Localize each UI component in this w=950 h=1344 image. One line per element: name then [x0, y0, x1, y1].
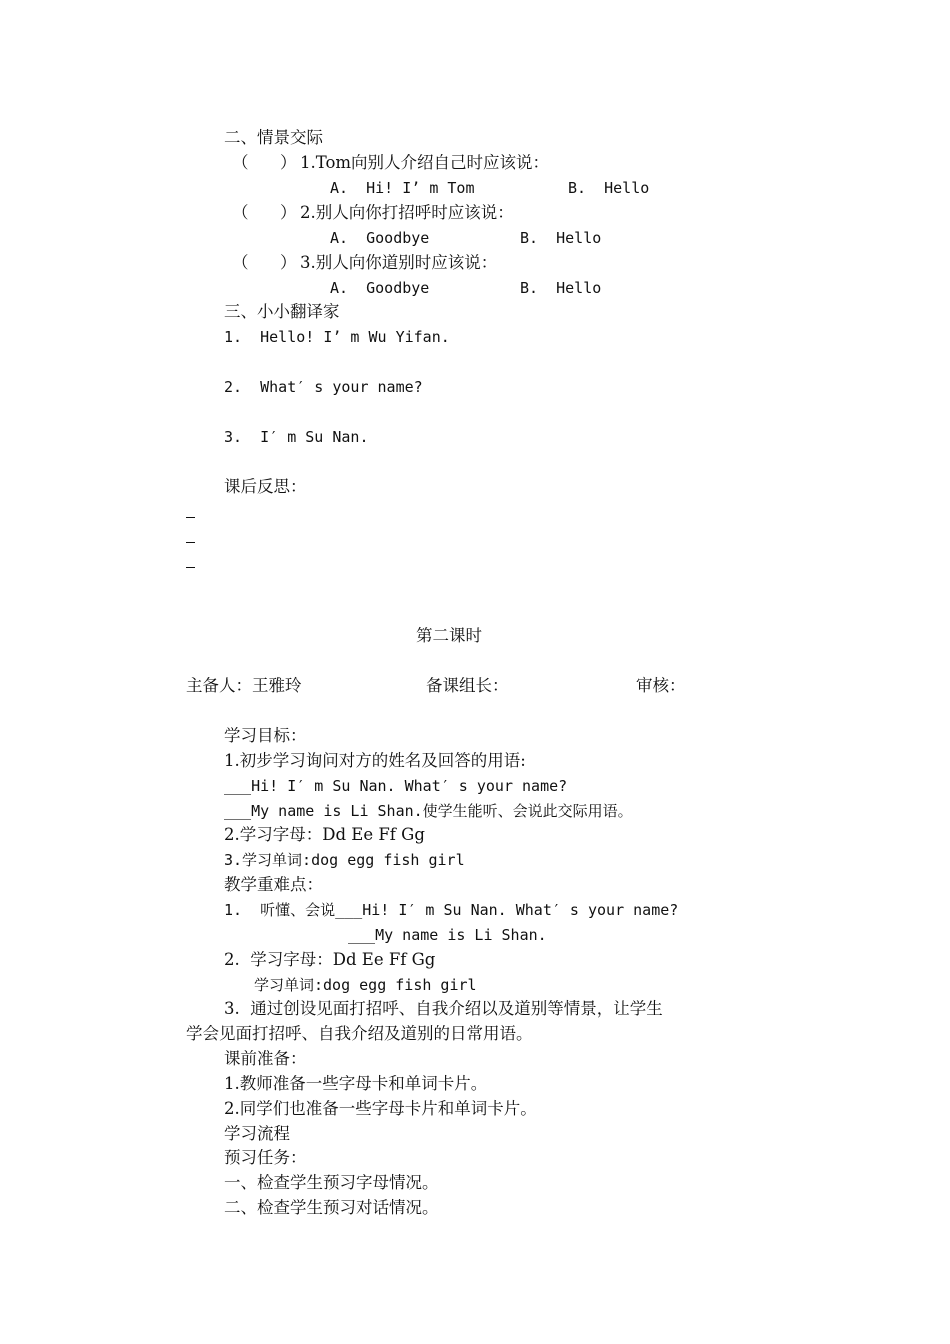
preview-task: 二、检查学生预习对话情况。 — [224, 1198, 439, 1217]
translation-item: 2. What′ s your name? — [224, 378, 423, 396]
reflection-label: 课后反思： — [224, 477, 307, 496]
option-b: B. Hello — [520, 279, 602, 297]
question-text: 1.Tom向别人介绍自己时应该说： — [300, 153, 550, 172]
keypoint-subitem: 学习单词:dog egg fish girl — [254, 976, 477, 994]
reflection-line — [186, 542, 195, 543]
goal-subitem: ___My name is Li Shan.使学生能听、会说此交际用语。 — [224, 802, 633, 820]
translation-item: 3. I′ m Su Nan. — [224, 428, 369, 446]
review-label: 审核： — [636, 676, 686, 695]
keypoints-heading: 教学重难点： — [224, 875, 323, 894]
goal-item: 1.初步学习询问对方的姓名及回答的用语: — [224, 751, 526, 770]
section-heading: 二、情景交际 — [224, 128, 323, 147]
option-a: A. Goodbye — [330, 229, 430, 247]
section-heading: 三、小小翻译家 — [224, 302, 340, 321]
keypoint-item: 1. 听懂、会说___Hi! I′ m Su Nan. What′ s your name? — [224, 901, 679, 919]
prep-item: 1.教师准备一些字母卡和单词卡片。 — [224, 1074, 488, 1093]
group-leader-label: 备课组长： — [426, 676, 509, 695]
option-a: A. Goodbye — [330, 279, 430, 297]
goal-subitem: ___Hi! I′ m Su Nan. What′ s your name? — [224, 777, 568, 795]
prep-heading: 课前准备： — [224, 1049, 307, 1068]
reflection-line — [186, 517, 195, 518]
goal-item: 2.学习字母：Dd Ee Ff Gg — [224, 825, 425, 844]
question-text: 3.别人向你道别时应该说： — [300, 253, 498, 272]
preview-task: 一、检查学生预习字母情况。 — [224, 1173, 439, 1192]
goal-item: 3.学习单词:dog egg fish girl — [224, 851, 465, 869]
translation-item: 1. Hello! I’ m Wu Yifan. — [224, 328, 450, 346]
option-b: B. Hello — [568, 179, 650, 197]
preview-heading: 预习任务： — [224, 1148, 307, 1167]
reflection-line — [186, 567, 195, 568]
option-a: A. Hi! I’ m Tom — [330, 179, 475, 197]
author-label: 主备人：王雅玲 — [186, 676, 302, 695]
answer-blank: （ ） — [232, 153, 297, 172]
goals-heading: 学习目标： — [224, 726, 307, 745]
option-b: B. Hello — [520, 229, 602, 247]
keypoint-subitem: ___My name is Li Shan. — [348, 926, 547, 944]
flow-heading: 学习流程 — [224, 1124, 290, 1143]
keypoint-item: 3. 通过创设见面打招呼、自我介绍以及道别等情景，让学生 — [224, 999, 663, 1018]
keypoint-item-continued: 学会见面打招呼、自我介绍及道别的日常用语。 — [186, 1024, 533, 1043]
question-text: 2.别人向你打招呼时应该说： — [300, 203, 514, 222]
answer-blank: （ ） — [232, 253, 297, 272]
lesson-title: 第二课时 — [416, 626, 482, 645]
keypoint-item: 2. 学习字母：Dd Ee Ff Gg — [224, 950, 436, 969]
prep-item: 2.同学们也准备一些字母卡片和单词卡片。 — [224, 1099, 537, 1118]
answer-blank: （ ） — [232, 203, 297, 222]
